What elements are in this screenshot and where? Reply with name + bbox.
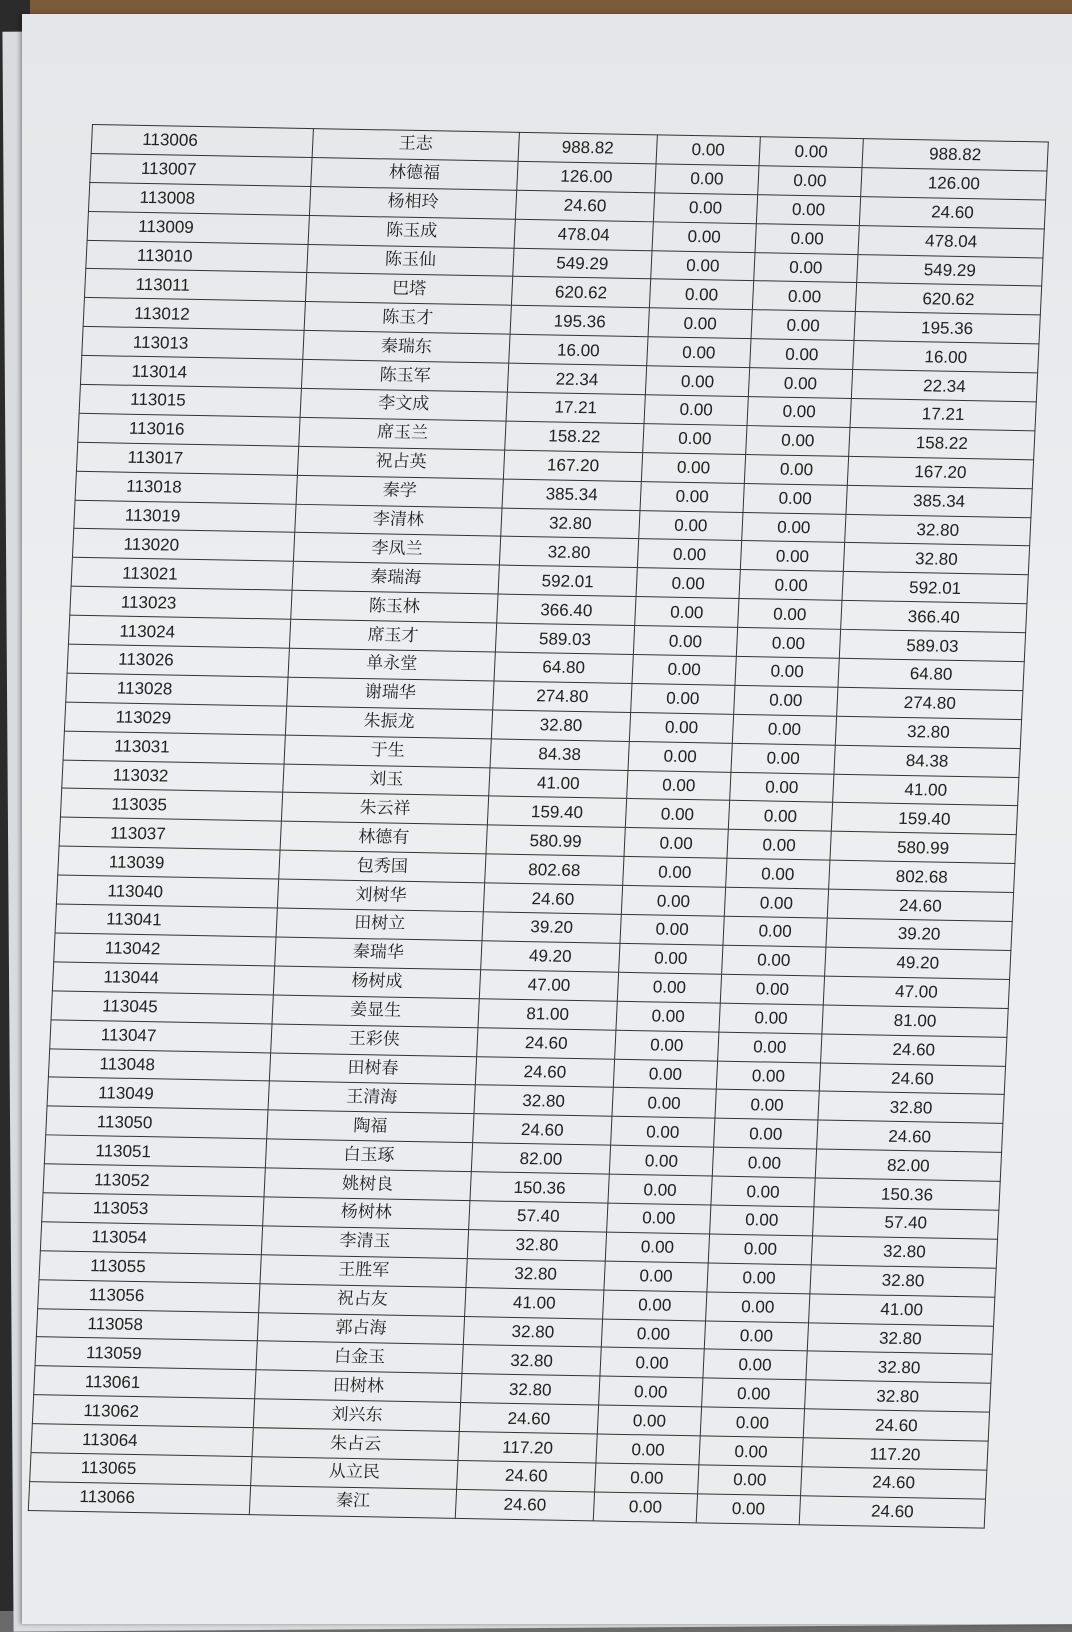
cell-name: 祝占英 xyxy=(297,446,504,479)
cell-id: 113012 xyxy=(83,298,305,331)
cell-id: 113018 xyxy=(75,471,297,504)
cell-total: 22.34 xyxy=(851,370,1037,402)
cell-total: 24.60 xyxy=(859,196,1045,228)
cell-name: 秦瑞华 xyxy=(275,937,482,970)
cell-name: 田树林 xyxy=(255,1370,462,1403)
cell-total: 32.80 xyxy=(818,1091,1004,1123)
cell-total: 24.60 xyxy=(819,1063,1005,1095)
cell-id: 113007 xyxy=(90,153,312,186)
cell-col3: 0.00 xyxy=(603,1290,707,1321)
cell-amount: 17.21 xyxy=(506,392,645,423)
cell-total: 274.80 xyxy=(837,687,1023,719)
cell-id: 113010 xyxy=(86,240,308,273)
cell-col4: 0.00 xyxy=(699,1436,803,1467)
cell-col4: 0.00 xyxy=(744,454,848,485)
cell-amount: 41.00 xyxy=(489,767,628,798)
cell-amount: 24.60 xyxy=(477,1027,616,1058)
cell-amount: 158.22 xyxy=(505,421,644,452)
cell-id: 113059 xyxy=(35,1337,257,1370)
cell-total: 32.80 xyxy=(811,1236,997,1268)
cell-col3: 0.00 xyxy=(623,857,727,888)
cell-total: 64.80 xyxy=(838,658,1024,690)
cell-col4: 0.00 xyxy=(752,281,856,312)
cell-total: 592.01 xyxy=(842,572,1028,604)
cell-id: 113031 xyxy=(63,731,285,764)
cell-col3: 0.00 xyxy=(648,308,752,339)
cell-col4: 0.00 xyxy=(730,772,834,803)
cell-id: 113015 xyxy=(79,384,301,417)
cell-col4: 0.00 xyxy=(759,137,863,168)
cell-col3: 0.00 xyxy=(647,337,751,368)
cell-total: 24.60 xyxy=(817,1120,1003,1152)
cell-name: 陈玉军 xyxy=(301,360,508,393)
cell-total: 158.22 xyxy=(849,427,1035,459)
cell-col3: 0.00 xyxy=(653,193,757,224)
cell-id: 113045 xyxy=(51,991,273,1024)
cell-name: 席玉才 xyxy=(289,619,496,652)
cell-name: 巴塔 xyxy=(305,273,512,306)
cell-amount: 32.80 xyxy=(474,1085,613,1116)
cell-name: 席玉兰 xyxy=(299,417,506,450)
cell-total: 988.82 xyxy=(862,139,1048,171)
cell-col4: 0.00 xyxy=(738,599,842,630)
cell-amount: 39.20 xyxy=(482,912,621,943)
table-wrapper xyxy=(28,124,992,1527)
cell-amount: 195.36 xyxy=(510,306,649,337)
cell-amount: 32.80 xyxy=(463,1316,602,1347)
cell-col3: 0.00 xyxy=(641,452,745,483)
cell-id: 113041 xyxy=(55,904,277,937)
cell-col4: 0.00 xyxy=(736,628,840,659)
cell-total: 802.68 xyxy=(829,860,1015,892)
cell-id: 113061 xyxy=(34,1366,256,1399)
cell-col4: 0.00 xyxy=(747,397,851,428)
cell-col3: 0.00 xyxy=(600,1347,704,1378)
cell-id: 113024 xyxy=(68,615,290,648)
cell-col4: 0.00 xyxy=(707,1263,811,1294)
cell-id: 113023 xyxy=(70,586,292,619)
cell-amount: 47.00 xyxy=(479,970,618,1001)
cell-total: 620.62 xyxy=(855,283,1041,315)
cell-amount: 802.68 xyxy=(485,854,624,885)
cell-total: 17.21 xyxy=(850,398,1036,430)
cell-col3: 0.00 xyxy=(624,828,728,859)
cell-col3: 0.00 xyxy=(636,568,740,599)
cell-col3: 0.00 xyxy=(645,366,749,397)
cell-id: 113026 xyxy=(67,644,289,677)
cell-col3: 0.00 xyxy=(609,1145,713,1176)
cell-id: 113040 xyxy=(56,875,278,908)
cell-col4: 0.00 xyxy=(734,685,838,716)
cell-col4: 0.00 xyxy=(700,1407,804,1438)
cell-amount: 57.40 xyxy=(469,1201,608,1232)
cell-name: 王彩侠 xyxy=(271,1024,478,1057)
cell-total: 32.80 xyxy=(810,1265,996,1297)
cell-col3: 0.00 xyxy=(631,683,735,714)
cell-col4: 0.00 xyxy=(742,512,846,543)
cell-total: 549.29 xyxy=(857,254,1043,286)
cell-col4: 0.00 xyxy=(726,859,830,890)
cell-col4: 0.00 xyxy=(706,1292,810,1323)
cell-col3: 0.00 xyxy=(637,539,741,570)
cell-amount: 32.80 xyxy=(491,710,630,741)
cell-col3: 0.00 xyxy=(651,250,755,281)
cell-amount: 274.80 xyxy=(493,681,632,712)
cell-name: 秦江 xyxy=(249,1485,456,1518)
cell-total: 580.99 xyxy=(830,832,1016,864)
cell-col4: 0.00 xyxy=(698,1465,802,1496)
cell-id: 113047 xyxy=(50,1020,272,1053)
cell-amount: 32.80 xyxy=(501,508,640,539)
paper-sheet xyxy=(22,14,1072,1624)
cell-col3: 0.00 xyxy=(605,1232,709,1263)
cell-amount: 159.40 xyxy=(487,796,626,827)
cell-id: 113008 xyxy=(88,182,310,215)
cell-id: 113066 xyxy=(28,1481,250,1514)
cell-id: 113053 xyxy=(42,1193,264,1226)
cell-col4: 0.00 xyxy=(722,945,826,976)
cell-name: 李凤兰 xyxy=(293,533,500,566)
cell-col3: 0.00 xyxy=(613,1059,717,1090)
cell-col4: 0.00 xyxy=(732,714,836,745)
cell-id: 113016 xyxy=(78,413,300,446)
cell-name: 单永堂 xyxy=(288,648,495,681)
cell-col3: 0.00 xyxy=(596,1434,700,1465)
cell-total: 24.60 xyxy=(821,1034,1007,1066)
cell-col3: 0.00 xyxy=(607,1203,711,1234)
cell-name: 李清林 xyxy=(295,504,502,537)
cell-name: 朱振龙 xyxy=(285,706,492,739)
cell-amount: 24.60 xyxy=(459,1403,598,1434)
cell-col3: 0.00 xyxy=(593,1492,697,1523)
cell-col3: 0.00 xyxy=(644,395,748,426)
cell-id: 113058 xyxy=(36,1308,258,1341)
cell-name: 杨树成 xyxy=(273,966,480,999)
cell-total: 82.00 xyxy=(815,1149,1001,1181)
cell-col4: 0.00 xyxy=(751,310,855,341)
cell-name: 陈玉林 xyxy=(291,590,498,623)
cell-col3: 0.00 xyxy=(656,135,760,166)
cell-col4: 0.00 xyxy=(696,1494,800,1525)
cell-amount: 620.62 xyxy=(511,277,650,308)
cell-total: 117.20 xyxy=(802,1438,988,1470)
cell-amount: 592.01 xyxy=(498,565,637,596)
cell-amount: 24.60 xyxy=(475,1056,614,1087)
cell-col4: 0.00 xyxy=(746,425,850,456)
cell-id: 113011 xyxy=(84,269,306,302)
table-body xyxy=(28,125,1048,1528)
cell-id: 113055 xyxy=(39,1250,261,1283)
cell-id: 113019 xyxy=(74,500,296,533)
cell-name: 田树立 xyxy=(276,908,483,941)
cell-name: 包秀国 xyxy=(279,850,486,883)
cell-name: 白金玉 xyxy=(256,1341,463,1374)
cell-id: 113039 xyxy=(58,846,280,879)
cell-col4: 0.00 xyxy=(727,830,831,861)
cell-col4: 0.00 xyxy=(735,656,839,687)
cell-col4: 0.00 xyxy=(739,570,843,601)
cell-name: 秦瑞海 xyxy=(292,562,499,595)
cell-total: 32.80 xyxy=(806,1351,992,1383)
cell-total: 32.80 xyxy=(805,1380,991,1412)
cell-name: 秦瑞东 xyxy=(303,331,510,364)
cell-amount: 32.80 xyxy=(466,1258,605,1289)
cell-col3: 0.00 xyxy=(599,1376,703,1407)
cell-name: 王清海 xyxy=(268,1081,475,1114)
cell-col4: 0.00 xyxy=(714,1118,818,1149)
cell-col4: 0.00 xyxy=(756,194,860,225)
cell-col4: 0.00 xyxy=(715,1089,819,1120)
cell-name: 李清玉 xyxy=(261,1226,468,1259)
cell-name: 田树春 xyxy=(269,1052,476,1085)
cell-col4: 0.00 xyxy=(712,1147,816,1178)
cell-name: 姜显生 xyxy=(272,995,479,1028)
cell-col4: 0.00 xyxy=(702,1378,806,1409)
cell-amount: 16.00 xyxy=(509,334,648,365)
cell-col4: 0.00 xyxy=(724,887,828,918)
cell-col3: 0.00 xyxy=(601,1319,705,1350)
cell-col3: 0.00 xyxy=(643,424,747,455)
cell-col3: 0.00 xyxy=(597,1405,701,1436)
cell-amount: 32.80 xyxy=(467,1229,606,1260)
cell-col3: 0.00 xyxy=(649,279,753,310)
cell-total: 32.80 xyxy=(807,1322,993,1354)
cell-col3: 0.00 xyxy=(615,1030,719,1061)
cell-col3: 0.00 xyxy=(620,914,724,945)
cell-id: 113014 xyxy=(80,355,302,388)
cell-col3: 0.00 xyxy=(632,655,736,686)
cell-name: 王志 xyxy=(312,129,519,162)
cell-col4: 0.00 xyxy=(743,483,847,514)
cell-col3: 0.00 xyxy=(612,1088,716,1119)
cell-col3: 0.00 xyxy=(608,1174,712,1205)
cell-col3: 0.00 xyxy=(639,510,743,541)
cell-total: 167.20 xyxy=(847,456,1033,488)
cell-col3: 0.00 xyxy=(621,886,725,917)
cell-col4: 0.00 xyxy=(755,223,859,254)
cell-amount: 167.20 xyxy=(503,450,642,481)
cell-name: 杨相玲 xyxy=(309,186,516,219)
cell-col4: 0.00 xyxy=(720,974,824,1005)
cell-col3: 0.00 xyxy=(635,597,739,628)
cell-col4: 0.00 xyxy=(723,916,827,947)
cell-id: 113009 xyxy=(87,211,309,244)
cell-col3: 0.00 xyxy=(633,626,737,657)
cell-total: 47.00 xyxy=(823,976,1009,1008)
cell-total: 385.34 xyxy=(846,485,1032,517)
cell-id: 113032 xyxy=(62,760,284,793)
cell-amount: 589.03 xyxy=(495,623,634,654)
cell-col4: 0.00 xyxy=(728,801,832,832)
cell-amount: 478.04 xyxy=(514,219,653,250)
cell-amount: 81.00 xyxy=(478,998,617,1029)
cell-name: 谢瑞华 xyxy=(287,677,494,710)
cell-col3: 0.00 xyxy=(595,1463,699,1494)
cell-total: 126.00 xyxy=(861,168,1047,200)
cell-col4: 0.00 xyxy=(758,166,862,197)
cell-col4: 0.00 xyxy=(716,1061,820,1092)
cell-amount: 24.60 xyxy=(457,1460,596,1491)
cell-amount: 49.20 xyxy=(481,941,620,972)
cell-total: 24.60 xyxy=(827,889,1013,921)
cell-amount: 385.34 xyxy=(502,479,641,510)
cell-col4: 0.00 xyxy=(718,1032,822,1063)
cell-id: 113056 xyxy=(38,1279,260,1312)
cell-amount: 549.29 xyxy=(513,248,652,279)
cell-col3: 0.00 xyxy=(652,221,756,252)
cell-col4: 0.00 xyxy=(740,541,844,572)
cell-col3: 0.00 xyxy=(640,481,744,512)
cell-id: 113050 xyxy=(46,1106,268,1139)
cell-col3: 0.00 xyxy=(619,943,723,974)
cell-col3: 0.00 xyxy=(629,712,733,743)
cell-name: 李文成 xyxy=(300,388,507,421)
cell-id: 113021 xyxy=(71,558,293,591)
cell-col3: 0.00 xyxy=(628,741,732,772)
cell-name: 陈玉成 xyxy=(308,215,515,248)
cell-id: 113044 xyxy=(52,962,274,995)
cell-total: 32.80 xyxy=(843,543,1029,575)
cell-name: 秦学 xyxy=(296,475,503,508)
cell-total: 57.40 xyxy=(813,1207,999,1239)
cell-id: 113042 xyxy=(54,933,276,966)
cell-amount: 22.34 xyxy=(507,363,646,394)
cell-name: 陈玉仙 xyxy=(307,244,514,277)
cell-total: 589.03 xyxy=(839,629,1025,661)
cell-id: 113035 xyxy=(60,789,282,822)
cell-name: 陶福 xyxy=(267,1110,474,1143)
cell-total: 39.20 xyxy=(826,918,1012,950)
cell-name: 林德有 xyxy=(280,821,487,854)
cell-id: 113054 xyxy=(40,1222,262,1255)
cell-id: 113064 xyxy=(31,1424,253,1457)
cell-total: 366.40 xyxy=(841,601,1027,633)
cell-col3: 0.00 xyxy=(604,1261,708,1292)
cell-total: 478.04 xyxy=(858,225,1044,257)
cell-name: 朱云祥 xyxy=(281,793,488,826)
cell-id: 113052 xyxy=(43,1164,265,1197)
cell-name: 祝占友 xyxy=(259,1283,466,1316)
cell-total: 41.00 xyxy=(809,1293,995,1325)
cell-col3: 0.00 xyxy=(627,770,731,801)
cell-total: 150.36 xyxy=(814,1178,1000,1210)
cell-total: 24.60 xyxy=(799,1496,985,1528)
cell-name: 刘玉 xyxy=(283,764,490,797)
cell-col3: 0.00 xyxy=(616,1001,720,1032)
cell-col3: 0.00 xyxy=(617,972,721,1003)
cell-id: 113051 xyxy=(44,1135,266,1168)
payment-table xyxy=(28,124,1049,1528)
cell-total: 159.40 xyxy=(831,803,1017,835)
cell-amount: 32.80 xyxy=(461,1374,600,1405)
cell-name: 姚树良 xyxy=(264,1168,471,1201)
cell-total: 32.80 xyxy=(845,514,1031,546)
cell-id: 113028 xyxy=(66,673,288,706)
cell-name: 郭占海 xyxy=(257,1312,464,1345)
cell-name: 王胜军 xyxy=(260,1255,467,1288)
cell-total: 16.00 xyxy=(853,341,1039,373)
cell-name: 林德福 xyxy=(311,157,518,190)
cell-amount: 24.60 xyxy=(515,190,654,221)
cell-col4: 0.00 xyxy=(731,743,835,774)
cell-amount: 32.80 xyxy=(462,1345,601,1376)
cell-amount: 24.60 xyxy=(473,1114,612,1145)
cell-name: 刘树华 xyxy=(277,879,484,912)
cell-col4: 0.00 xyxy=(710,1205,814,1236)
cell-name: 白玉琢 xyxy=(265,1139,472,1172)
cell-col4: 0.00 xyxy=(703,1349,807,1380)
cell-col4: 0.00 xyxy=(750,339,854,370)
cell-amount: 82.00 xyxy=(471,1143,610,1174)
cell-col3: 0.00 xyxy=(625,799,729,830)
cell-amount: 24.60 xyxy=(455,1489,594,1520)
cell-name: 陈玉才 xyxy=(304,302,511,335)
cell-id: 113013 xyxy=(82,327,304,360)
cell-amount: 41.00 xyxy=(465,1287,604,1318)
cell-total: 41.00 xyxy=(833,774,1019,806)
cell-col4: 0.00 xyxy=(711,1176,815,1207)
cell-id: 113017 xyxy=(76,442,298,475)
cell-amount: 988.82 xyxy=(518,132,657,163)
cell-name: 刘兴东 xyxy=(253,1399,460,1432)
cell-total: 24.60 xyxy=(801,1467,987,1499)
cell-col4: 0.00 xyxy=(708,1234,812,1265)
cell-amount: 126.00 xyxy=(517,161,656,192)
cell-col4: 0.00 xyxy=(748,368,852,399)
cell-col4: 0.00 xyxy=(704,1320,808,1351)
cell-amount: 64.80 xyxy=(494,652,633,683)
cell-id: 113065 xyxy=(30,1453,252,1486)
cell-name: 于生 xyxy=(284,735,491,768)
cell-total: 24.60 xyxy=(803,1409,989,1441)
cell-id: 113037 xyxy=(59,817,281,850)
cell-total: 195.36 xyxy=(854,312,1040,344)
cell-col3: 0.00 xyxy=(655,164,759,195)
cell-name: 杨树林 xyxy=(263,1197,470,1230)
cell-col3: 0.00 xyxy=(611,1116,715,1147)
cell-amount: 84.38 xyxy=(490,739,629,770)
cell-id: 113029 xyxy=(64,702,286,735)
cell-total: 32.80 xyxy=(835,716,1021,748)
cell-col4: 0.00 xyxy=(719,1003,823,1034)
cell-id: 113006 xyxy=(91,125,313,158)
cell-name: 从立民 xyxy=(251,1457,458,1490)
cell-name: 朱占云 xyxy=(252,1428,459,1461)
cell-id: 113020 xyxy=(72,529,294,562)
cell-amount: 117.20 xyxy=(458,1432,597,1463)
cell-id: 113062 xyxy=(32,1395,254,1428)
cell-amount: 24.60 xyxy=(483,883,622,914)
cell-amount: 366.40 xyxy=(497,594,636,625)
cell-col4: 0.00 xyxy=(754,252,858,283)
cell-amount: 150.36 xyxy=(470,1172,609,1203)
cell-total: 84.38 xyxy=(834,745,1020,777)
cell-total: 81.00 xyxy=(822,1005,1008,1037)
cell-amount: 580.99 xyxy=(486,825,625,856)
cell-id: 113049 xyxy=(47,1077,269,1110)
cell-id: 113048 xyxy=(48,1048,270,1081)
cell-total: 49.20 xyxy=(825,947,1011,979)
cell-amount: 32.80 xyxy=(499,537,638,568)
